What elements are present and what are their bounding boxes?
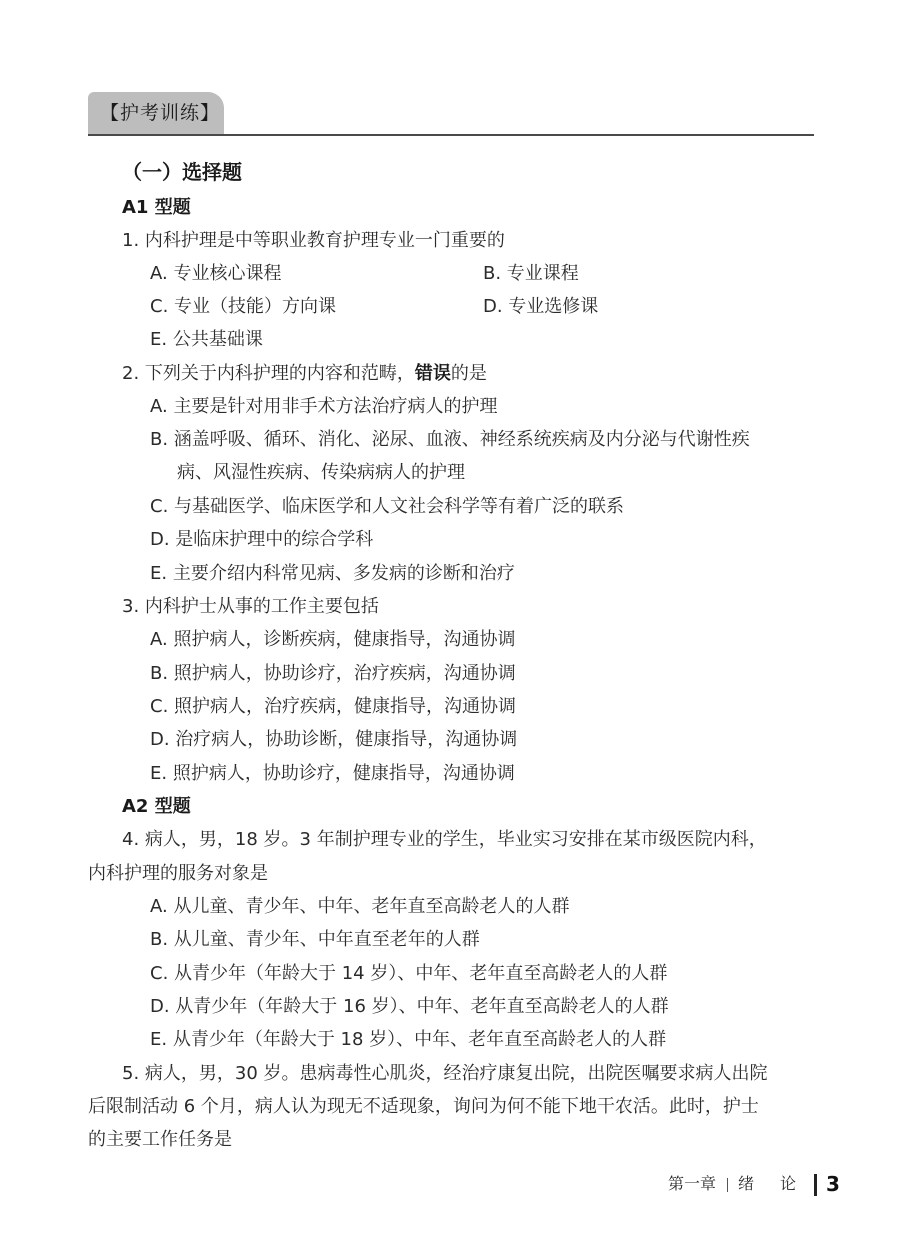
- page-number-bar: [814, 1174, 817, 1196]
- question-5-stem-line2: 后限制活动 6 个月，病人认为现无不适现象，询问为何不能下地干农活。此时，护士: [88, 1096, 759, 1117]
- question-1-option-e: E. 公共基础课: [150, 329, 263, 350]
- question-2-option-c: C. 与基础医学、临床医学和人文社会科学等有着广泛的联系: [150, 496, 625, 517]
- footer-title-part-2: 论: [780, 1174, 797, 1193]
- question-3-option-e: E. 照护病人，协助诊疗，健康指导，沟通协调: [150, 763, 515, 784]
- footer-chapter: 第一章: [668, 1174, 717, 1193]
- question-3-option-b: B. 照护病人，协助诊疗，治疗疾病，沟通协调: [150, 663, 516, 684]
- footer-title-part-1: 绪: [738, 1174, 755, 1193]
- question-4-option-c: C. 从青少年（年龄大于 14 岁）、中年、老年直至高龄老人的人群: [150, 963, 668, 984]
- question-4-stem-line1: 4. 病人，男，18 岁。3 年制护理专业的学生，毕业实习安排在某市级医院内科，: [122, 829, 767, 850]
- question-4-option-d: D. 从青少年（年龄大于 16 岁）、中年、老年直至高龄老人的人群: [150, 996, 669, 1017]
- header-rule: [88, 134, 814, 136]
- question-4-option-e: E. 从青少年（年龄大于 18 岁）、中年、老年直至高龄老人的人群: [150, 1029, 667, 1050]
- question-2-stem-suffix: 的是: [450, 363, 487, 384]
- question-2-stem: [122, 362, 487, 386]
- group-title-a1: A1 型题: [122, 197, 191, 218]
- question-2-option-a: A. 主要是针对用非手术方法治疗病人的护理: [150, 396, 498, 417]
- question-1-option-a: A. 专业核心课程: [150, 263, 282, 284]
- question-2-option-b-line1: B. 涵盖呼吸、循环、消化、泌尿、血液、神经系统疾病及内分泌与代谢性疾: [150, 429, 750, 450]
- question-1-option-b: B. 专业课程: [483, 263, 579, 284]
- question-3-option-a: A. 照护病人，诊断疾病，健康指导，沟通协调: [150, 629, 516, 650]
- section-title: （一）选择题: [122, 160, 242, 184]
- question-1-stem: 1. 内科护理是中等职业教育护理专业一门重要的: [122, 230, 505, 251]
- page-number: 3: [826, 1172, 840, 1196]
- question-5-stem-line1: 5. 病人，男，30 岁。患病毒性心肌炎，经治疗康复出院，出院医嘱要求病人出院: [122, 1063, 768, 1084]
- section-header-tab: 【护考训练】: [88, 92, 224, 134]
- question-4-stem-line2: 内科护理的服务对象是: [88, 863, 268, 884]
- footer-separator: [727, 1178, 728, 1192]
- question-3-stem: 3. 内科护士从事的工作主要包括: [122, 596, 379, 617]
- question-2-option-d: D. 是临床护理中的综合学科: [150, 529, 374, 550]
- question-2-stem-prefix: 2. 下列关于内科护理的内容和范畴，: [122, 363, 415, 384]
- question-2-stem-emphasis: 错误: [414, 363, 451, 384]
- question-4-option-a: A. 从儿童、青少年、中年、老年直至高龄老人的人群: [150, 896, 570, 917]
- question-2-option-b-line2: 病、风湿性疾病、传染病病人的护理: [177, 462, 465, 483]
- question-2-option-e: E. 主要介绍内科常见病、多发病的诊断和治疗: [150, 563, 515, 584]
- question-5-stem-line3: 的主要工作任务是: [88, 1129, 232, 1150]
- question-1-option-c: C. 专业（技能）方向课: [150, 296, 337, 317]
- question-3-option-c: C. 照护病人，治疗疾病，健康指导，沟通协调: [150, 696, 517, 717]
- question-3-option-d: D. 治疗病人，协助诊断，健康指导，沟通协调: [150, 729, 518, 750]
- group-title-a2: A2 型题: [122, 796, 191, 817]
- question-1-option-d: D. 专业选修课: [483, 296, 599, 317]
- question-4-option-b: B. 从儿童、青少年、中年直至老年的人群: [150, 929, 480, 950]
